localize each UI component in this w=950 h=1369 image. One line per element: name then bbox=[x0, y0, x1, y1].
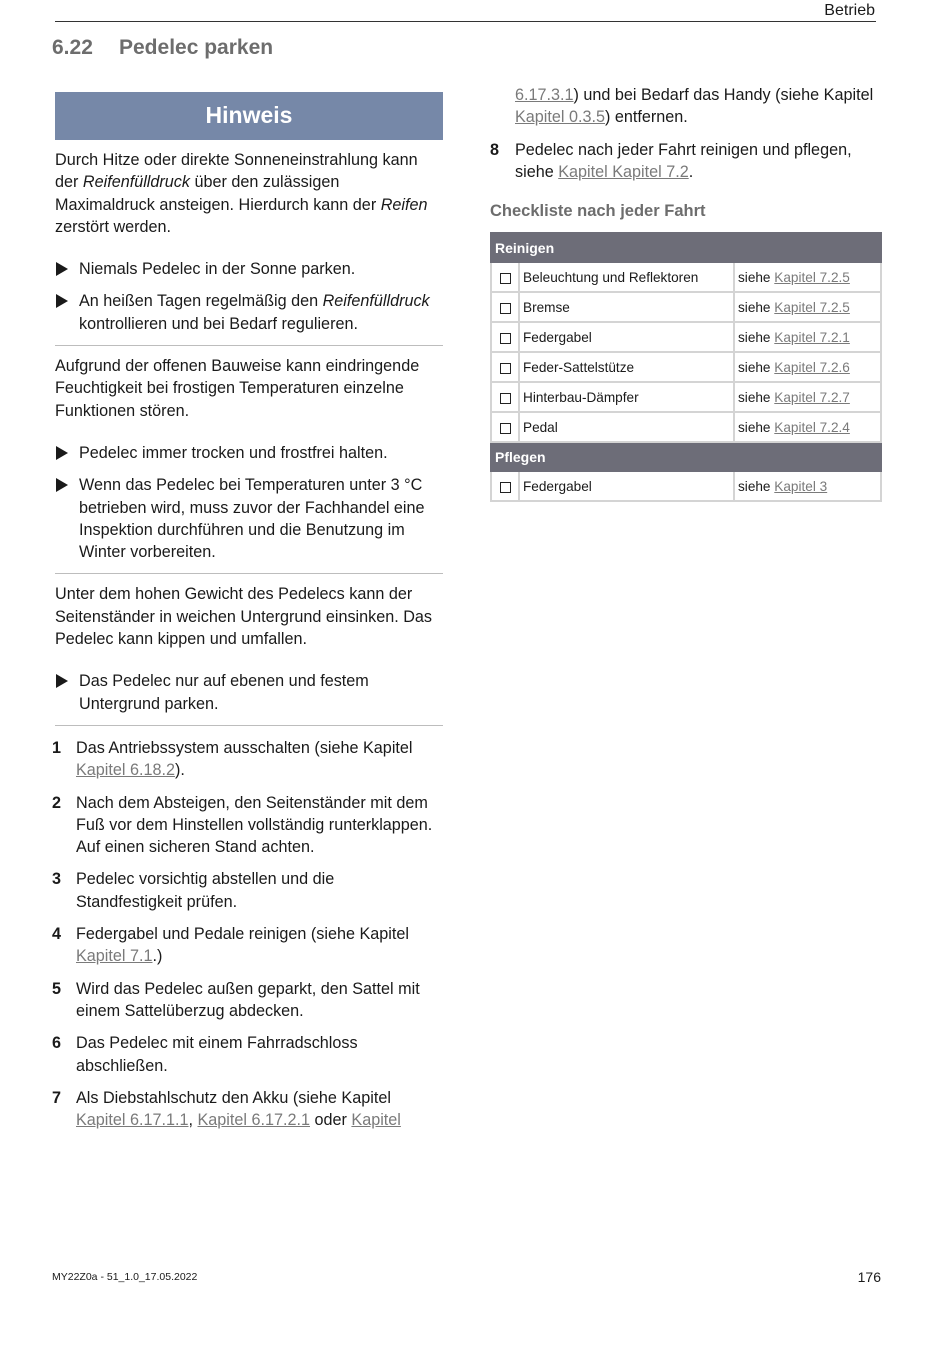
checklist-ref: siehe Kapitel 7.2.1 bbox=[734, 322, 881, 352]
section-number: 6.22 bbox=[52, 36, 93, 59]
chapter-link[interactable]: Kapitel 7.1 bbox=[76, 947, 153, 966]
checklist-item: Bremse bbox=[519, 292, 734, 322]
checkbox[interactable] bbox=[500, 423, 511, 434]
step-continuation: 6.17.3.1) und bei Bedarf das Handy (siehe Kapitel Kapitel 0.3.5) entfernen. bbox=[515, 86, 874, 127]
chapter-link[interactable]: Kapitel 6.17.2.1 bbox=[197, 1111, 310, 1130]
notice-paragraph-moisture: Aufgrund der offenen Bauweise kann eindringende Feuchtigkeit bei frostigen Temperaturen einzelne Funktionen stören. bbox=[55, 357, 420, 420]
header-rule bbox=[55, 21, 876, 22]
triangle-bullet-icon bbox=[56, 478, 68, 492]
divider bbox=[55, 725, 443, 726]
chapter-link[interactable]: Kapitel 7.2.4 bbox=[774, 419, 850, 435]
chapter-link[interactable]: Kapitel 6.18.2 bbox=[76, 761, 175, 780]
triangle-bullet-icon bbox=[56, 674, 68, 688]
checklist-item: Federgabel bbox=[519, 322, 734, 352]
notice-bullet: Das Pedelec nur auf ebenen und festem Untergrund parken. bbox=[55, 670, 443, 715]
section-title: Pedelec parken bbox=[119, 36, 274, 59]
chapter-link[interactable]: Kapitel bbox=[351, 1111, 401, 1130]
checklist-group-header bbox=[491, 233, 881, 262]
step-item: 1 Das Antriebssystem ausschalten (siehe Kapitel Kapitel 6.18.2). bbox=[52, 738, 413, 780]
chapter-link[interactable]: Kapitel 7.2.5 bbox=[774, 299, 850, 315]
table-row bbox=[491, 412, 881, 442]
chapter-link[interactable]: Kapitel Kapitel 7.2 bbox=[558, 162, 689, 181]
step-item: 8 Pedelec nach jeder Fahrt reinigen und pflegen, siehe Kapitel Kapitel 7.2. bbox=[490, 140, 852, 181]
chapter-link[interactable]: Kapitel 7.2.6 bbox=[774, 359, 850, 375]
checklist-ref: siehe Kapitel 7.2.6 bbox=[734, 352, 881, 382]
step-item: 7 Als Diebstahlschutz den Akku (siehe Kapitel Kapitel 6.17.1.1, Kapitel 6.17.2.1 oder Kapitel bbox=[52, 1088, 401, 1130]
checklist-ref: siehe Kapitel 7.2.7 bbox=[734, 382, 881, 412]
checklist-title: Checkliste nach jeder Fahrt bbox=[490, 202, 706, 221]
checkbox[interactable] bbox=[500, 363, 511, 374]
checkbox[interactable] bbox=[500, 482, 511, 493]
step-item: 3 Pedelec vorsichtig abstellen und die Standfestigkeit prüfen. bbox=[52, 870, 335, 911]
step-item: 2 Nach dem Absteigen, den Seitenständer mit dem Fuß vor dem Hinstellen vollständig runterklappen. Auf einen sicheren Stand achten. bbox=[52, 793, 433, 857]
chapter-link[interactable]: Kapitel 0.3.5 bbox=[515, 108, 605, 127]
checkbox[interactable] bbox=[500, 333, 511, 344]
checklist-item: Feder-Sattelstütze bbox=[519, 352, 734, 382]
divider bbox=[55, 573, 443, 574]
chapter-link[interactable]: 6.17.3.1 bbox=[515, 86, 574, 104]
chapter-link[interactable]: Kapitel 3 bbox=[774, 478, 828, 494]
page-number: 176 bbox=[857, 1269, 881, 1285]
notice-bullet: Pedelec immer trocken und frostfrei halten. bbox=[55, 442, 443, 464]
notice-paragraph-weight: Unter dem hohen Gewicht des Pedelecs kann der Seitenständer in weichen Untergrund einsinken. Das Pedelec kann kippen und umfallen. bbox=[55, 585, 433, 649]
notice-bullet: Niemals Pedelec in der Sonne parken. bbox=[55, 258, 443, 280]
right-column bbox=[490, 84, 882, 502]
document-id: MY22Z0a - 51_1.0_17.05.2022 bbox=[52, 1271, 198, 1283]
table-row bbox=[491, 292, 881, 322]
checkbox[interactable] bbox=[500, 303, 511, 314]
left-column bbox=[52, 92, 443, 1141]
notice-bullet: Wenn das Pedelec bei Temperaturen unter 3 °C betrieben wird, muss zuvor der Fachhandel eine Inspektion durchführen und die Benutzung im Winter vorbereiten. bbox=[55, 474, 443, 563]
checklist-item: Federgabel bbox=[519, 471, 734, 501]
triangle-bullet-icon bbox=[56, 446, 68, 460]
step-item: 5 Wird das Pedelec außen geparkt, den Sattel mit einem Sattelüberzug abdecken. bbox=[52, 979, 420, 1020]
triangle-bullet-icon bbox=[56, 262, 68, 276]
section-heading bbox=[52, 36, 273, 60]
chapter-link[interactable]: Kapitel 7.2.1 bbox=[774, 329, 850, 345]
running-header: Betrieb bbox=[824, 2, 875, 19]
checklist-ref: siehe Kapitel 7.2.5 bbox=[734, 262, 881, 292]
step-item: 6 Das Pedelec mit einem Fahrradschloss abschließen. bbox=[52, 1034, 358, 1075]
group-label-cleaning: Reinigen bbox=[491, 233, 881, 262]
divider bbox=[55, 345, 443, 346]
checkbox[interactable] bbox=[500, 393, 511, 404]
table-row bbox=[491, 262, 881, 292]
checklist-ref: siehe Kapitel 3 bbox=[734, 471, 881, 501]
table-row bbox=[491, 471, 881, 501]
chapter-link[interactable]: Kapitel 6.17.1.1 bbox=[76, 1111, 189, 1130]
table-row bbox=[491, 322, 881, 352]
triangle-bullet-icon bbox=[56, 294, 68, 308]
checkbox[interactable] bbox=[500, 273, 511, 284]
table-row bbox=[491, 352, 881, 382]
notice-paragraph-heat: Durch Hitze oder direkte Sonneneinstrahlung kann der Reifenfülldruck über den zulässigen Maximaldruck ansteigen. Hierdurch kann der Reifen zerstört werden. bbox=[55, 151, 428, 236]
checklist-item: Hinterbau-Dämpfer bbox=[519, 382, 734, 412]
checklist-group-header bbox=[491, 442, 881, 471]
group-label-care: Pflegen bbox=[491, 442, 881, 471]
step-item: 4 Federgabel und Pedale reinigen (siehe Kapitel Kapitel 7.1.) bbox=[52, 925, 409, 966]
checklist-item: Pedal bbox=[519, 412, 734, 442]
checklist-ref: siehe Kapitel 7.2.5 bbox=[734, 292, 881, 322]
chapter-link[interactable]: Kapitel 7.2.5 bbox=[774, 269, 850, 285]
checklist-item: Beleuchtung und Reflektoren bbox=[519, 262, 734, 292]
checklist-ref: siehe Kapitel 7.2.4 bbox=[734, 412, 881, 442]
steps-list bbox=[52, 737, 443, 1131]
notice-bullet: An heißen Tagen regelmäßig den Reifenfülldruck kontrollieren und bei Bedarf regulieren. bbox=[55, 290, 443, 335]
checklist-table bbox=[490, 232, 882, 502]
table-row bbox=[491, 382, 881, 412]
chapter-link[interactable]: Kapitel 7.2.7 bbox=[774, 389, 850, 405]
notice-title: Hinweis bbox=[55, 92, 443, 140]
